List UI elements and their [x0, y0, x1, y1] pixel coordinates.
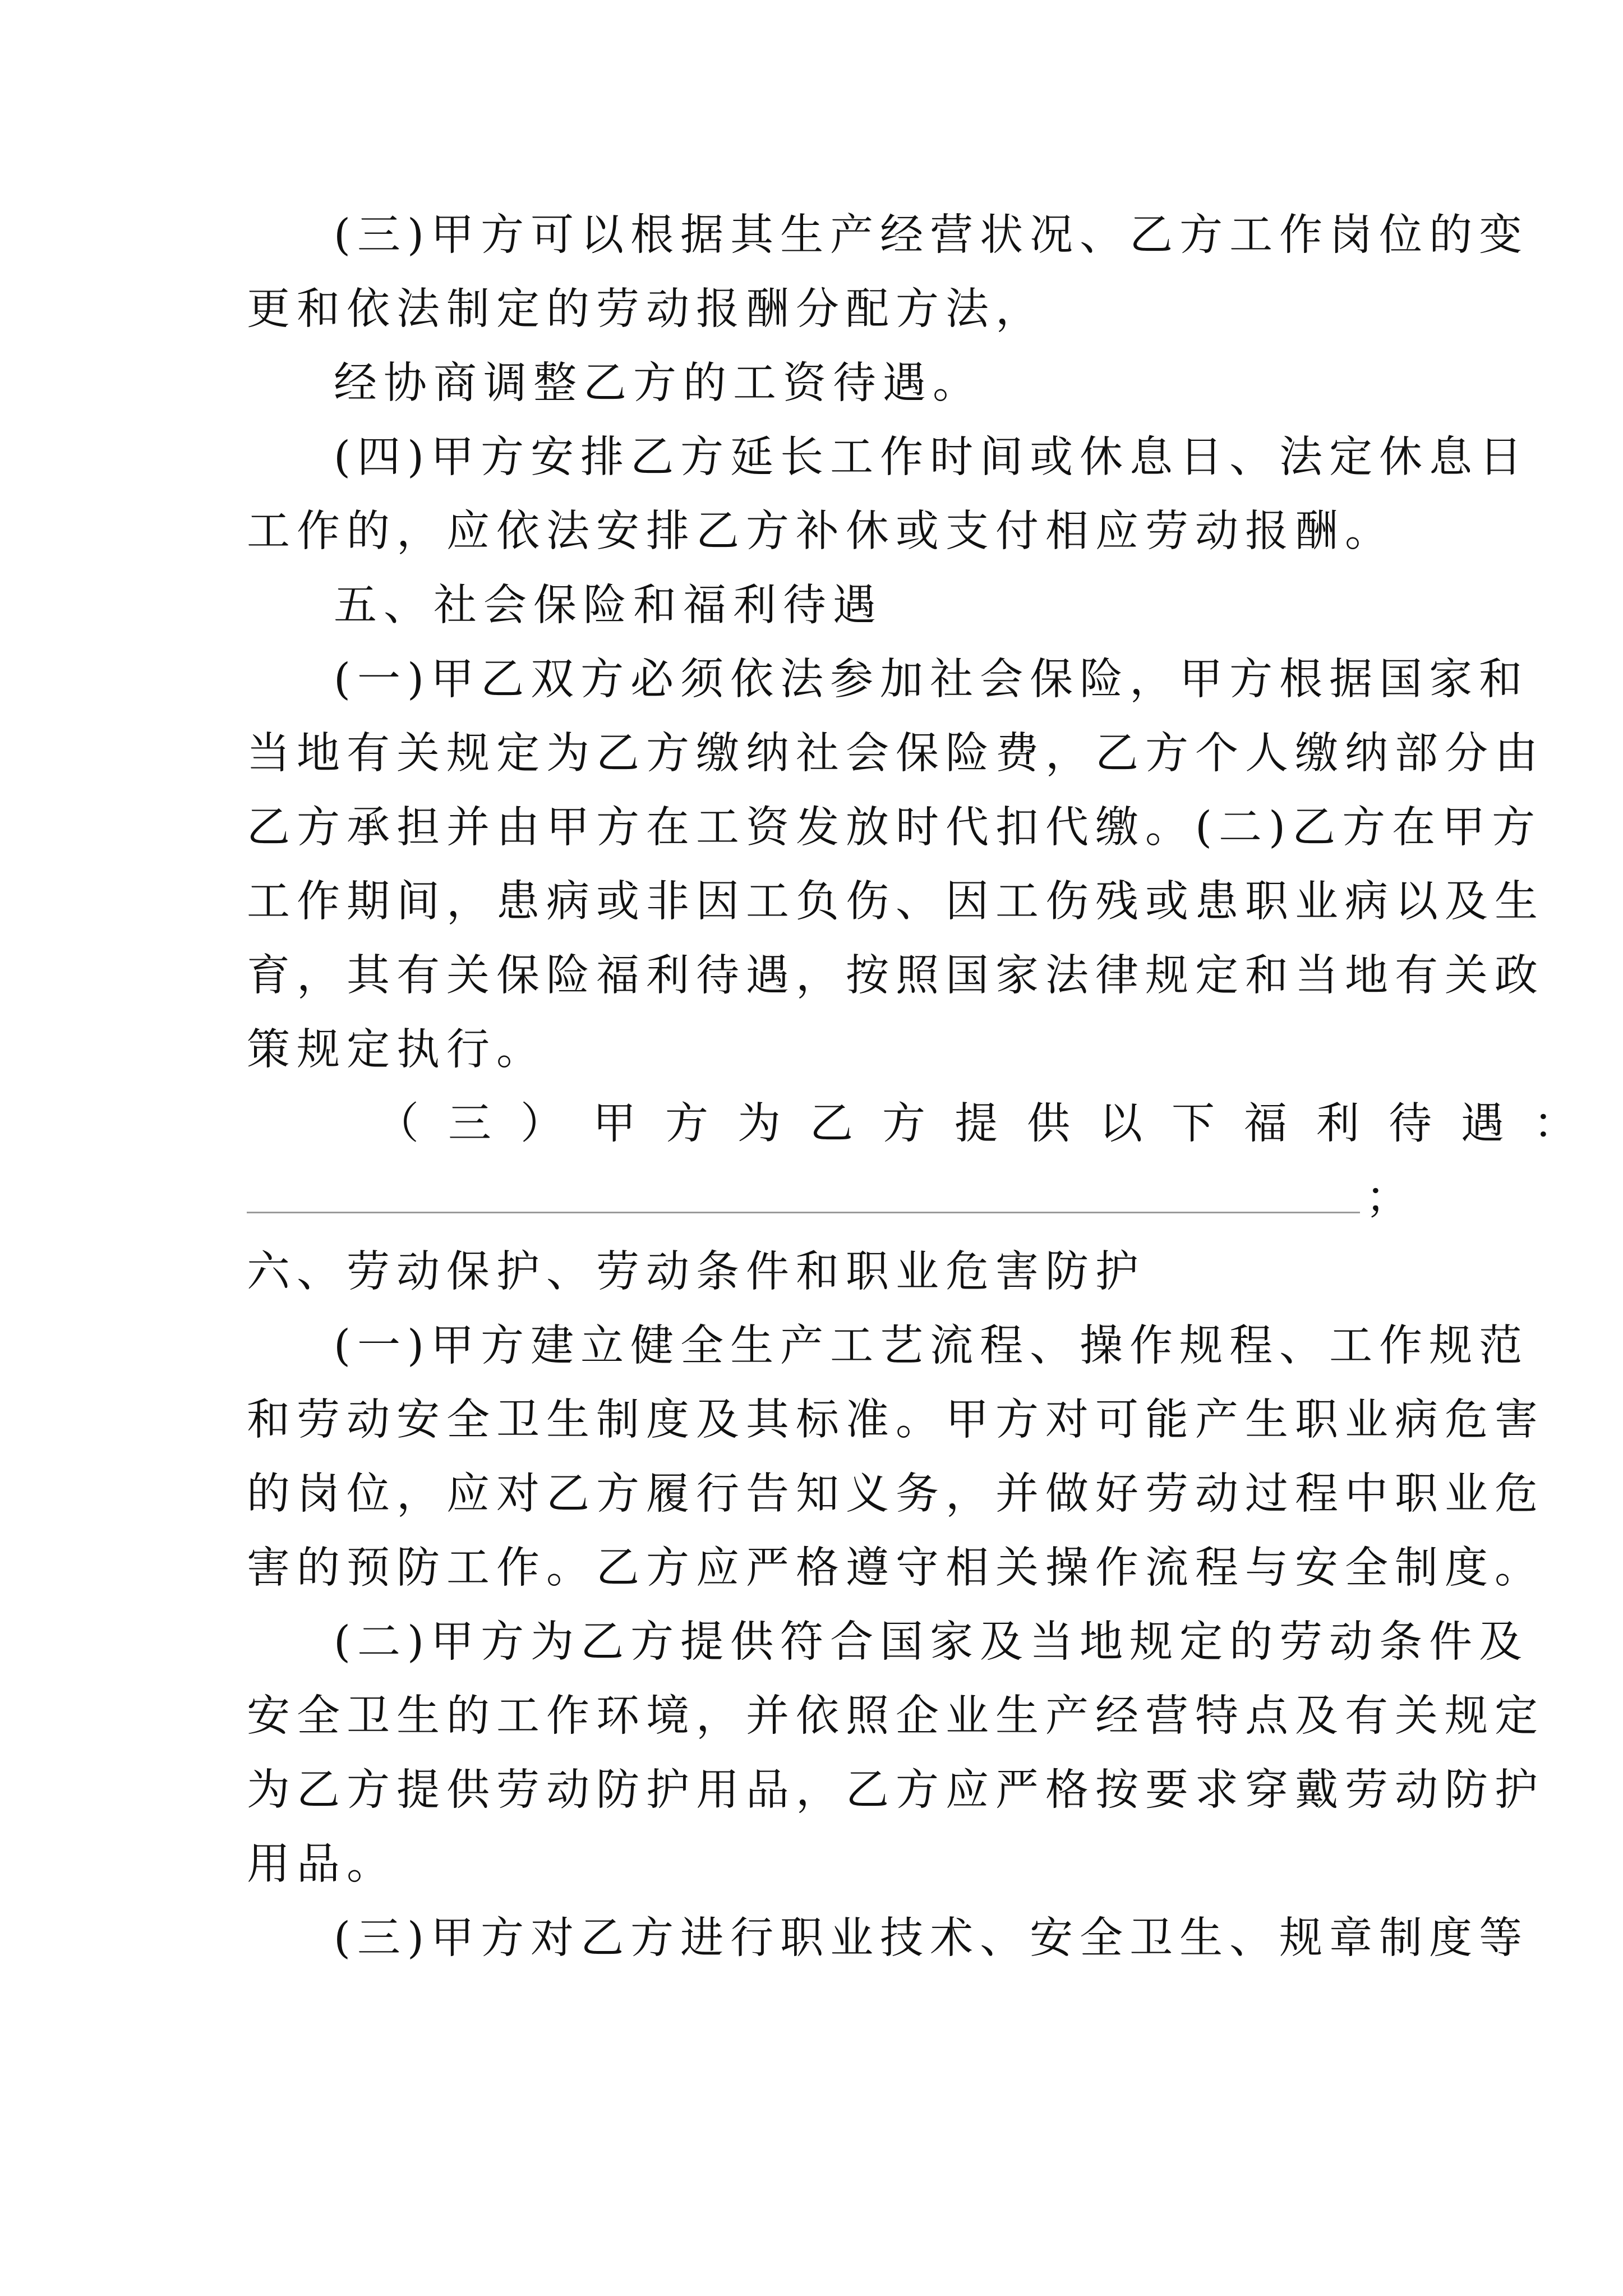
blank-terminator: ；	[1366, 1173, 1409, 1223]
paragraph-line: 工作的，应依法安排乙方补休或支付相应劳动报酬。	[247, 507, 1395, 556]
paragraph-line: 安全卫生的工作环境，并依照企业生产经营特点及有关规定	[247, 1691, 1544, 1741]
paragraph-line: （三）甲方为乙方提供以下福利待遇：	[376, 1099, 1606, 1149]
paragraph-line: 的岗位，应对乙方履行告知义务，并做好劳动过程中职业危	[247, 1469, 1544, 1519]
paragraph-line: (四)甲方安排乙方延长工作时间或休息日、法定休息日	[334, 432, 1529, 482]
paragraph-line: (三)甲方对乙方进行职业技术、安全卫生、规章制度等	[334, 1913, 1529, 1963]
paragraph-line: (二)甲方为乙方提供符合国家及当地规定的劳动条件及	[334, 1617, 1529, 1667]
fill-in-blank	[247, 1170, 1409, 1226]
paragraph-line: 和劳动安全卫生制度及其标准。甲方对可能产生职业病危害	[247, 1395, 1544, 1445]
paragraph-line: 当地有关规定为乙方缴纳社会保险费，乙方个人缴纳部分由	[247, 729, 1544, 779]
paragraph-line: (一)甲乙双方必须依法参加社会保险，甲方根据国家和	[334, 655, 1529, 705]
paragraph-line: 更和依法制定的劳动报酬分配方法，	[247, 284, 1045, 334]
paragraph-line: 用品。	[247, 1839, 396, 1889]
blank-underline	[247, 1212, 1360, 1213]
section-heading: 五、社会保险和福利待遇	[334, 581, 883, 631]
section-heading: 六、劳动保护、劳动条件和职业危害防护	[247, 1247, 1145, 1297]
paragraph-line: 策规定执行。	[247, 1025, 546, 1075]
paragraph-line: 害的预防工作。乙方应严格遵守相关操作流程与安全制度。	[247, 1543, 1544, 1593]
paragraph-line: (三)甲方可以根据其生产经营状况、乙方工作岗位的变	[334, 210, 1529, 260]
paragraph-line: 经协商调整乙方的工资待遇。	[334, 358, 983, 408]
paragraph-line: 育，其有关保险福利待遇，按照国家法律规定和当地有关政	[247, 951, 1544, 1001]
paragraph-line: 为乙方提供劳动防护用品，乙方应严格按要求穿戴劳动防护	[247, 1765, 1544, 1815]
paragraph-line: (一)甲方建立健全生产工艺流程、操作规程、工作规范	[334, 1321, 1529, 1371]
paragraph-line: 工作期间，患病或非因工负伤、因工伤残或患职业病以及生	[247, 877, 1544, 927]
paragraph-line: 乙方承担并由甲方在工资发放时代扣代缴。(二)乙方在甲方	[247, 803, 1542, 853]
